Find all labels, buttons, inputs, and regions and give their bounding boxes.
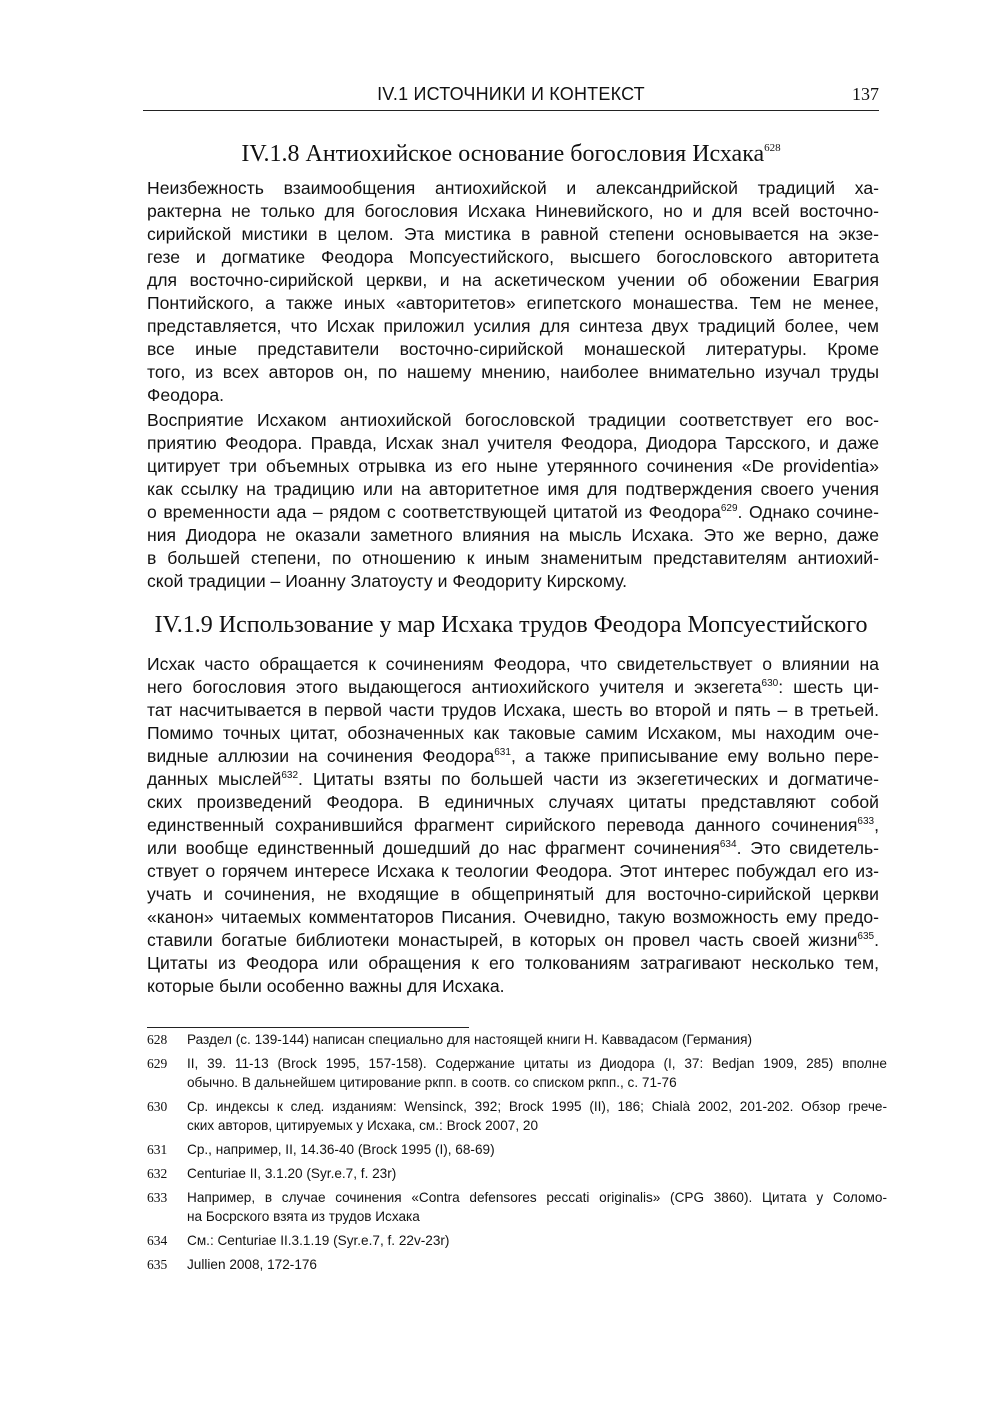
footnote-number: 629: [147, 1056, 168, 1071]
footnote: [147, 1097, 887, 1135]
running-header: [143, 82, 879, 111]
text-line: видные аллюзии на сочинения Феодора$^{631}$, а также приписывание ему вольно пере-: [147, 746, 879, 766]
footnote: [147, 1054, 887, 1092]
footnote: [147, 1255, 887, 1274]
footnote-number: 628: [147, 1032, 168, 1047]
footnote-line: Jullien 2008, 172-176: [187, 1257, 317, 1272]
footnote-number: 630: [147, 1099, 168, 1114]
text-line: Помимо точных цитат, обозначенных как таковые самим Исхаком, мы находим оче-: [147, 723, 879, 743]
footnote-text: [187, 1140, 887, 1159]
section-title: IV.1.8 Антиохийское основание богословия Исхака: [241, 141, 765, 167]
text-line: учать и сочинения, не входящие в общепринятый для восточно-сирийской церкви: [147, 884, 879, 904]
footnote-number: 634: [147, 1233, 168, 1248]
text-line: в большей степени, по отношению к иным знаменитым представителям антиохий-: [147, 548, 879, 568]
text-line: Феодора.: [147, 385, 225, 405]
text-line: «канон» читаемых комментаторов Писания. Очевидно, такую возможность ему предо-: [147, 907, 879, 927]
text-line: Восприятие Исхаком антиохийской богословской традиции соответствует его вос-: [147, 410, 879, 430]
text-line: тат насчитывается в первой части трудов Исхака, шесть во второй и пять – в третьей.: [147, 700, 879, 720]
footnote-text: [187, 1030, 887, 1049]
text-line: Понтийского, а также иных «авторитетов» египетского монашества. Тем не менее,: [147, 293, 879, 313]
footnote-ref: 633: [857, 816, 875, 827]
text-line: Цитаты из Феодора или обращения к его толкованиям затрагивают несколько тем,: [147, 953, 879, 973]
footnote-line: II, 39. 11-13 (Brock 1995, 157-158). Содержание цитаты из Диодора (I, 37: Bedjan 1909, 285) вполне: [187, 1056, 887, 1071]
text-line: которые были особенно важны для Исхака.: [147, 976, 505, 996]
footnote-ref: 630: [761, 678, 779, 689]
footnote-line: на Босрского взята из трудов Исхака: [187, 1209, 420, 1224]
text-line: ской традиции – Иоанну Златоусту и Феодориту Кирскому.: [147, 571, 628, 591]
footnote-ref: 628: [764, 142, 781, 154]
text-line: или вообще единственный дошедший до нас фрагмент сочинения$^{634}$. Это свидетель-: [147, 838, 879, 858]
text-line: ствует о горячем интересе Исхака к теологии Феодора. Этот интерес побуждал его из-: [147, 861, 879, 881]
footnote-spacer: [147, 1274, 887, 1279]
text-line: цитирует три объемных отрывка из его ныне утерянного сочинения «De providentia»: [147, 456, 879, 476]
text-line: ских произведений Феодора. В единичных случаях цитаты представляют собой: [147, 792, 879, 812]
text-line: для восточно-сирийской церкви, и на аскетическом учении об обожении Евагрия: [147, 270, 879, 290]
footnote-ref: 632: [281, 770, 299, 781]
footnote-line: См.: Centuriae II.3.1.19 (Syr.e.7, f. 22v-23r): [187, 1233, 450, 1248]
section-title: IV.1.9 Использование у мар Исхака трудов Феодора Мопсуестийского: [154, 612, 868, 638]
section-heading-iv-1-8: [143, 134, 879, 168]
footnote-divider: [147, 1027, 469, 1028]
text-line: представляется, что Исхак приложил усилия для синтеза двух традиций более, чем: [147, 316, 879, 336]
footnote-line: Например, в случае сочинения «Contra defensores peccati originalis» (CPG 3860). Цитата у Соломо-: [187, 1190, 887, 1205]
footnote: [147, 1188, 887, 1226]
footnote-number: 635: [147, 1257, 168, 1272]
footnote-line: Раздел (с. 139-144) написан специально для настоящей книги Н. Каввадасом (Германия): [187, 1032, 752, 1047]
footnote-number: 633: [147, 1190, 168, 1205]
text-line: него богословия этого выдающегося антиохийского учителя и экзегета$^{630}$: шесть ци-: [147, 677, 879, 697]
running-title: IV.1 ИСТОЧНИКИ И КОНТЕКСТ: [377, 84, 645, 104]
footnote-text: [187, 1255, 887, 1274]
footnote-ref: 629: [720, 503, 738, 514]
footnote-ref: 634: [719, 839, 737, 850]
text-line: сирийской мистики в целом. Эта мистика в равной степени основывается на экзе-: [147, 224, 879, 244]
footnote-number: 632: [147, 1166, 168, 1181]
paragraph: [147, 177, 879, 407]
footnote-ref: 635: [857, 931, 875, 942]
text-line: о временности ада – рядом с соответствующей цитатой из Феодора$^{629}$. Однако сочине-: [147, 502, 879, 522]
footnote: [147, 1140, 887, 1159]
paragraph: [147, 653, 879, 998]
text-line: приятию Феодора. Правда, Исхак знал учителя Феодора, Диодора Тарсского, и даже: [147, 433, 879, 453]
footnote-line: Centuriae II, 3.1.20 (Syr.e.7, f. 23r): [187, 1166, 397, 1181]
footnote-text: [187, 1231, 887, 1250]
text-line: единственный сохранившийся фрагмент сирийского перевода данного сочинения$^{633}$,: [147, 815, 879, 835]
text-line: как ссылку на традицию или на авторитетное имя для подтверждения своего учения: [147, 479, 879, 499]
paragraph: [147, 409, 879, 593]
footnote-text: [187, 1164, 887, 1183]
footnote-number: 631: [147, 1142, 168, 1157]
footnote-line: Ср., например, II, 14.36-40 (Brock 1995 (I), 68-69): [187, 1142, 495, 1157]
footnote: [147, 1164, 887, 1183]
page-number: 137: [852, 84, 879, 104]
footnote-line: Ср. индексы к след. изданиям: Wensinck, 392; Brock 1995 (II), 186; Chialà 2002, 201-202. Обзор грече-: [187, 1099, 887, 1114]
text-line: Неизбежность взаимообщения антиохийской и александрийской традиций ха-: [147, 178, 879, 198]
footnotes: [147, 1030, 887, 1279]
text-line: гезе и догматике Феодора Мопсуестийского, высшего богословского авторитета: [147, 247, 879, 267]
footnote-line: ских авторов, цитируемых у Исхака, см.: Brock 2007, 20: [187, 1118, 539, 1133]
footnote-line: обычно. В дальнейшем цитирование ркпп. в соотв. со списком ркпп., с. 71-76: [187, 1075, 677, 1090]
text-line: данных мыслей$^{632}$. Цитаты взяты по большей части из экзегетических и догматиче-: [147, 769, 879, 789]
footnote-ref: 631: [494, 747, 511, 758]
footnote-text: [187, 1188, 887, 1226]
text-line: все иные представители восточно-сирийской монашеской литературы. Кроме: [147, 339, 879, 359]
footnote-text: [187, 1054, 887, 1092]
text-line: ния Диодора не оказали заметного влияния на мысль Исхака. Это же верно, даже: [147, 525, 879, 545]
footnote-text: [187, 1097, 887, 1135]
text-line: ставили богатые библиотеки монастырей, в которых он провел часть своей жизни$^{635}$.: [147, 930, 879, 950]
text-line: Исхак часто обращается к сочинениям Феодора, что свидетельствует о влиянии на: [147, 654, 879, 674]
section-heading-iv-1-9: [143, 611, 879, 639]
footnote: [147, 1231, 887, 1250]
text-line: того, из всех авторов он, по нашему мнению, наиболее внимательно изучал труды: [147, 362, 879, 382]
text-line: рактерна не только для богословия Исхака Ниневийского, но и для всей восточно-: [147, 201, 879, 221]
footnote: [147, 1030, 887, 1049]
